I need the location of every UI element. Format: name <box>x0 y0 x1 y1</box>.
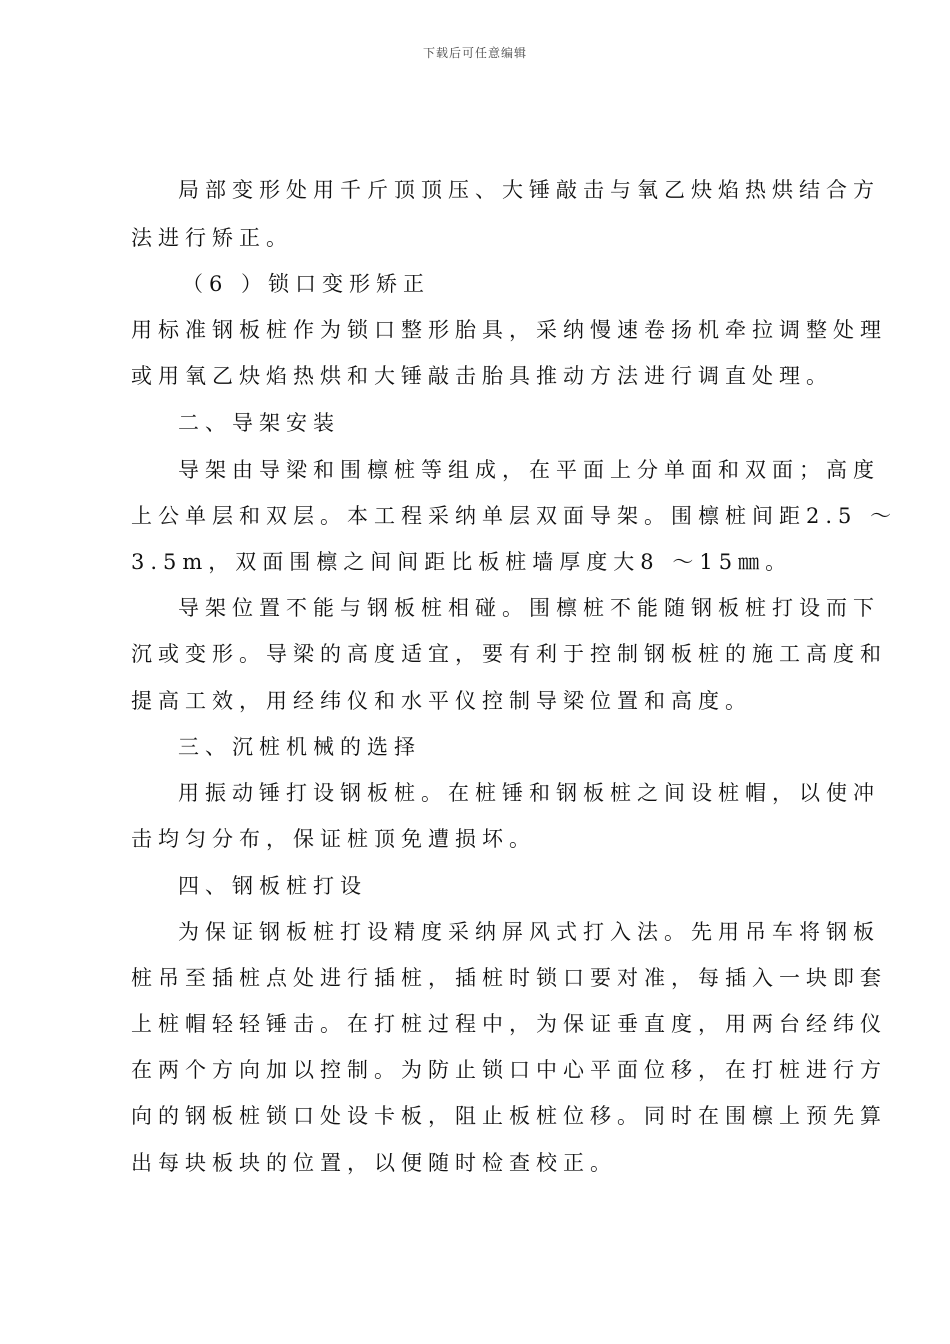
paragraph-line: 为保证钢板桩打设精度采纳屏风式打入法。先用吊车将钢板 <box>178 920 880 944</box>
paragraph-line: 用标准钢板桩作为锁口整形胎具，采纳慢速卷扬机牵拉调整处理 <box>131 318 887 342</box>
paragraph-line: 桩吊至插桩点处进行插桩，插桩时锁口要对准，每插入一块即套 <box>131 966 887 990</box>
section-heading: 二、导架安装 <box>178 411 340 435</box>
paragraph-line: 在两个方向加以控制。为防止锁口中心平面位移，在打桩进行方 <box>131 1058 887 1082</box>
paragraph-line: 出每块板块的位置，以便随时检查校正。 <box>131 1151 617 1175</box>
paragraph-line: 上桩帽轻轻锤击。在打桩过程中，为保证垂直度，用两台经纬仪 <box>131 1012 887 1036</box>
paragraph-line: 沉或变形。导梁的高度适宜，要有利于控制钢板桩的施工高度和 <box>131 642 887 666</box>
section-heading: 三、沉桩机械的选择 <box>178 735 421 759</box>
paragraph-line: 上公单层和双层。本工程采纳单层双面导架。围檩桩间距2.5 ～ <box>131 504 898 528</box>
paragraph-line: 向的钢板桩锁口处设卡板，阻止板桩位移。同时在围檩上预先算 <box>131 1104 887 1128</box>
section-heading: 四、钢板桩打设 <box>178 874 367 898</box>
section-heading: （6 ）锁口变形矫正 <box>182 272 431 296</box>
paragraph-line: 或用氧乙炔焰热烘和大锤敲击胎具推动方法进行调直处理。 <box>131 364 833 388</box>
paragraph-line: 局部变形处用千斤顶顶压、大锤敲击与氧乙炔焰热烘结合方 <box>178 178 880 202</box>
paragraph-line: 导架位置不能与钢板桩相碰。围檩桩不能随钢板桩打设而下 <box>178 596 880 620</box>
paragraph-line: 用振动锤打设钢板桩。在桩锤和钢板桩之间设桩帽，以使冲 <box>178 781 880 805</box>
paragraph-line: 击均匀分布，保证桩顶免遭损坏。 <box>131 827 536 851</box>
paragraph-line: 提高工效，用经纬仪和水平仪控制导梁位置和高度。 <box>131 689 752 713</box>
paragraph-line: 法进行矫正。 <box>131 226 293 250</box>
paragraph-line: 导架由导梁和围檩桩等组成，在平面上分单面和双面；高度 <box>178 458 880 482</box>
paragraph-line: 3.5m，双面围檩之间间距比板桩墙厚度大8 ～15㎜。 <box>131 550 793 574</box>
page-header: 下载后可任意编辑 <box>422 46 527 60</box>
